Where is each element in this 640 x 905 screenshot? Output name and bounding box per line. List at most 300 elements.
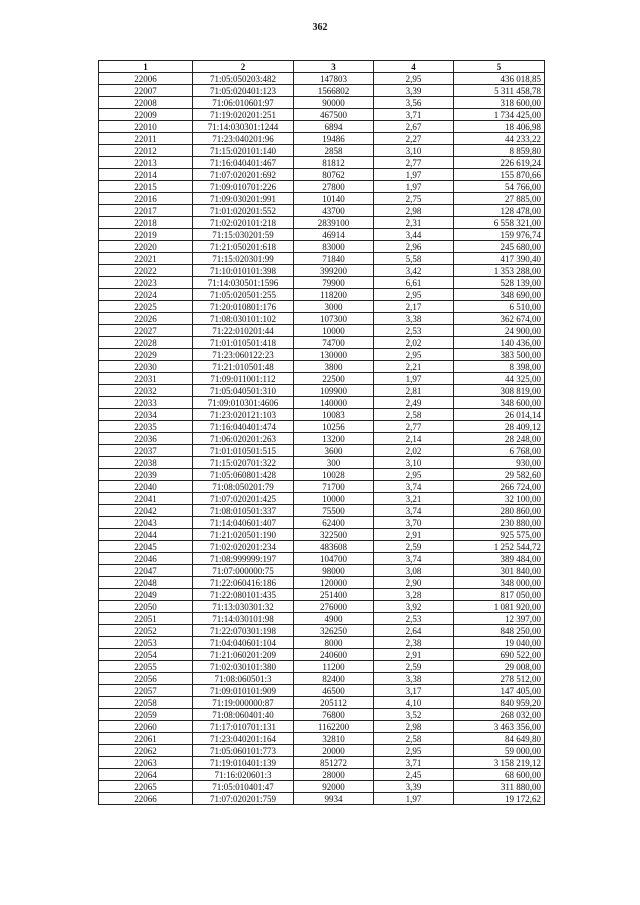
row-number-cell: 22058 xyxy=(99,697,193,709)
cadastral-number-cell: 71:22:060416:186 xyxy=(193,577,294,589)
value-cell: 3 158 219,12 xyxy=(454,757,545,769)
table-row xyxy=(99,649,545,661)
area-cell: 147803 xyxy=(294,73,374,85)
area-cell: 120000 xyxy=(294,577,374,589)
row-number-cell: 22030 xyxy=(99,361,193,373)
cadastral-number-cell: 71:16:040401:467 xyxy=(193,157,294,169)
area-cell: 10028 xyxy=(294,469,374,481)
row-number-cell: 22041 xyxy=(99,493,193,505)
value-cell: 59 000,00 xyxy=(454,745,545,757)
value-cell: 389 484,00 xyxy=(454,553,545,565)
rate-cell: 3,42 xyxy=(374,265,454,277)
rate-cell: 2,59 xyxy=(374,661,454,673)
value-cell: 1 734 425,00 xyxy=(454,109,545,121)
area-cell: 28000 xyxy=(294,769,374,781)
table-row xyxy=(99,73,545,85)
value-cell: 417 390,40 xyxy=(454,253,545,265)
cadastral-number-cell: 71:09:010701:226 xyxy=(193,181,294,193)
area-cell: 46914 xyxy=(294,229,374,241)
row-number-cell: 22038 xyxy=(99,457,193,469)
row-number-cell: 22060 xyxy=(99,721,193,733)
rate-cell: 2,91 xyxy=(374,649,454,661)
rate-cell: 1,97 xyxy=(374,793,454,805)
rate-cell: 3,52 xyxy=(374,709,454,721)
rate-cell: 2,59 xyxy=(374,541,454,553)
table-row xyxy=(99,613,545,625)
rate-cell: 3,38 xyxy=(374,313,454,325)
area-cell: 3800 xyxy=(294,361,374,373)
row-number-cell: 22048 xyxy=(99,577,193,589)
rate-cell: 3,70 xyxy=(374,517,454,529)
row-number-cell: 22061 xyxy=(99,733,193,745)
rate-cell: 2,95 xyxy=(374,289,454,301)
cadastral-number-cell: 71:21:010501:48 xyxy=(193,361,294,373)
rate-cell: 3,10 xyxy=(374,457,454,469)
area-cell: 118200 xyxy=(294,289,374,301)
row-number-cell: 22063 xyxy=(99,757,193,769)
area-cell: 276000 xyxy=(294,601,374,613)
table-row xyxy=(99,637,545,649)
table-row xyxy=(99,385,545,397)
table-header-row xyxy=(99,61,545,73)
area-cell: 251400 xyxy=(294,589,374,601)
table-row xyxy=(99,733,545,745)
value-cell: 19 172,62 xyxy=(454,793,545,805)
row-number-cell: 22028 xyxy=(99,337,193,349)
rate-cell: 2,53 xyxy=(374,325,454,337)
cadastral-number-cell: 71:08:030101:102 xyxy=(193,313,294,325)
table-row xyxy=(99,673,545,685)
value-cell: 383 500,00 xyxy=(454,349,545,361)
table-row xyxy=(99,625,545,637)
area-cell: 9934 xyxy=(294,793,374,805)
row-number-cell: 22006 xyxy=(99,73,193,85)
cadastral-number-cell: 71:06:020201:263 xyxy=(193,433,294,445)
rate-cell: 3,08 xyxy=(374,565,454,577)
rate-cell: 2,95 xyxy=(374,73,454,85)
area-cell: 467500 xyxy=(294,109,374,121)
area-cell: 10256 xyxy=(294,421,374,433)
row-number-cell: 22031 xyxy=(99,373,193,385)
value-cell: 528 139,00 xyxy=(454,277,545,289)
table-row xyxy=(99,505,545,517)
cadastral-number-cell: 71:14:030301:1244 xyxy=(193,121,294,133)
row-number-cell: 22057 xyxy=(99,685,193,697)
cadastral-number-cell: 71:22:080101:435 xyxy=(193,589,294,601)
row-number-cell: 22007 xyxy=(99,85,193,97)
table-row xyxy=(99,529,545,541)
table-row xyxy=(99,193,545,205)
table-row xyxy=(99,265,545,277)
row-number-cell: 22034 xyxy=(99,409,193,421)
table-row xyxy=(99,301,545,313)
cadastral-number-cell: 71:16:040401:474 xyxy=(193,421,294,433)
row-number-cell: 22055 xyxy=(99,661,193,673)
row-number-cell: 22046 xyxy=(99,553,193,565)
cadastral-number-cell: 71:15:020701:322 xyxy=(193,457,294,469)
value-cell: 436 018,85 xyxy=(454,73,545,85)
area-cell: 4900 xyxy=(294,613,374,625)
value-cell: 24 900,00 xyxy=(454,325,545,337)
data-table xyxy=(98,60,545,805)
row-number-cell: 22062 xyxy=(99,745,193,757)
rate-cell: 1,97 xyxy=(374,373,454,385)
rate-cell: 3,39 xyxy=(374,85,454,97)
rate-cell: 2,53 xyxy=(374,613,454,625)
area-cell: 19486 xyxy=(294,133,374,145)
rate-cell: 3,10 xyxy=(374,145,454,157)
value-cell: 1 081 920,00 xyxy=(454,601,545,613)
area-cell: 90000 xyxy=(294,97,374,109)
rate-cell: 2,77 xyxy=(374,421,454,433)
table-row xyxy=(99,241,545,253)
cadastral-number-cell: 71:07:020201:425 xyxy=(193,493,294,505)
area-cell: 10083 xyxy=(294,409,374,421)
cadastral-number-cell: 71:21:060201:209 xyxy=(193,649,294,661)
row-number-cell: 22015 xyxy=(99,181,193,193)
column-header-2: 2 xyxy=(193,61,294,73)
table-row xyxy=(99,709,545,721)
table-row xyxy=(99,397,545,409)
cadastral-number-cell: 71:08:060501:3 xyxy=(193,673,294,685)
table-row xyxy=(99,181,545,193)
rate-cell: 2,21 xyxy=(374,361,454,373)
row-number-cell: 22017 xyxy=(99,205,193,217)
area-cell: 74700 xyxy=(294,337,374,349)
row-number-cell: 22008 xyxy=(99,97,193,109)
page-number: 362 xyxy=(312,22,328,33)
area-cell: 71700 xyxy=(294,481,374,493)
value-cell: 848 250,00 xyxy=(454,625,545,637)
table-row xyxy=(99,349,545,361)
value-cell: 155 870,66 xyxy=(454,169,545,181)
row-number-cell: 22043 xyxy=(99,517,193,529)
table-body xyxy=(99,73,545,805)
value-cell: 301 840,00 xyxy=(454,565,545,577)
row-number-cell: 22053 xyxy=(99,637,193,649)
value-cell: 925 575,00 xyxy=(454,529,545,541)
area-cell: 10140 xyxy=(294,193,374,205)
cadastral-number-cell: 71:02:020101:218 xyxy=(193,217,294,229)
area-cell: 322500 xyxy=(294,529,374,541)
table-row xyxy=(99,421,545,433)
cadastral-number-cell: 71:17:010701:131 xyxy=(193,721,294,733)
value-cell: 840 959,20 xyxy=(454,697,545,709)
column-header-5: 5 xyxy=(454,61,545,73)
area-cell: 851272 xyxy=(294,757,374,769)
area-cell: 71840 xyxy=(294,253,374,265)
table-row xyxy=(99,121,545,133)
cadastral-number-cell: 71:05:020501:255 xyxy=(193,289,294,301)
value-cell: 8 859,80 xyxy=(454,145,545,157)
value-cell: 27 885,00 xyxy=(454,193,545,205)
rate-cell: 2,98 xyxy=(374,721,454,733)
rate-cell: 2,90 xyxy=(374,577,454,589)
rate-cell: 3,17 xyxy=(374,685,454,697)
area-cell: 11200 xyxy=(294,661,374,673)
table-row xyxy=(99,445,545,457)
value-cell: 28 409,12 xyxy=(454,421,545,433)
area-cell: 109900 xyxy=(294,385,374,397)
table-row xyxy=(99,565,545,577)
value-cell: 32 100,00 xyxy=(454,493,545,505)
value-cell: 308 819,00 xyxy=(454,385,545,397)
cadastral-number-cell: 71:15:020101:140 xyxy=(193,145,294,157)
table-row xyxy=(99,229,545,241)
area-cell: 10000 xyxy=(294,325,374,337)
area-cell: 3000 xyxy=(294,301,374,313)
rate-cell: 2,38 xyxy=(374,637,454,649)
cadastral-number-cell: 71:19:010401:139 xyxy=(193,757,294,769)
value-cell: 318 600,00 xyxy=(454,97,545,109)
row-number-cell: 22024 xyxy=(99,289,193,301)
rate-cell: 2,64 xyxy=(374,625,454,637)
row-number-cell: 22059 xyxy=(99,709,193,721)
area-cell: 107300 xyxy=(294,313,374,325)
table-row xyxy=(99,337,545,349)
cadastral-number-cell: 71:09:010101:909 xyxy=(193,685,294,697)
cadastral-number-cell: 71:05:010401:47 xyxy=(193,781,294,793)
row-number-cell: 22042 xyxy=(99,505,193,517)
cadastral-number-cell: 71:08:999999:197 xyxy=(193,553,294,565)
rate-cell: 2,45 xyxy=(374,769,454,781)
table-row xyxy=(99,769,545,781)
value-cell: 6 768,00 xyxy=(454,445,545,457)
table-row xyxy=(99,793,545,805)
value-cell: 12 397,00 xyxy=(454,613,545,625)
cadastral-number-cell: 71:15:030201:59 xyxy=(193,229,294,241)
cadastral-number-cell: 71:09:030201:991 xyxy=(193,193,294,205)
cadastral-number-cell: 71:07:000000:75 xyxy=(193,565,294,577)
area-cell: 2858 xyxy=(294,145,374,157)
cadastral-number-cell: 71:05:050203:482 xyxy=(193,73,294,85)
area-cell: 13200 xyxy=(294,433,374,445)
row-number-cell: 22027 xyxy=(99,325,193,337)
row-number-cell: 22013 xyxy=(99,157,193,169)
area-cell: 32810 xyxy=(294,733,374,745)
table-row xyxy=(99,589,545,601)
row-number-cell: 22047 xyxy=(99,565,193,577)
value-cell: 54 766,00 xyxy=(454,181,545,193)
rate-cell: 2,49 xyxy=(374,397,454,409)
row-number-cell: 22032 xyxy=(99,385,193,397)
value-cell: 84 649,80 xyxy=(454,733,545,745)
value-cell: 245 680,00 xyxy=(454,241,545,253)
row-number-cell: 22009 xyxy=(99,109,193,121)
table-row xyxy=(99,541,545,553)
rate-cell: 2,96 xyxy=(374,241,454,253)
rate-cell: 3,56 xyxy=(374,97,454,109)
area-cell: 300 xyxy=(294,457,374,469)
cadastral-number-cell: 71:07:020201:692 xyxy=(193,169,294,181)
cadastral-number-cell: 71:06:010601:97 xyxy=(193,97,294,109)
table-row xyxy=(99,481,545,493)
value-cell: 280 860,00 xyxy=(454,505,545,517)
area-cell: 483608 xyxy=(294,541,374,553)
value-cell: 311 880,00 xyxy=(454,781,545,793)
table-row xyxy=(99,469,545,481)
cadastral-number-cell: 71:08:050201:79 xyxy=(193,481,294,493)
cadastral-number-cell: 71:23:020121:103 xyxy=(193,409,294,421)
row-number-cell: 22010 xyxy=(99,121,193,133)
area-cell: 326250 xyxy=(294,625,374,637)
value-cell: 28 248,00 xyxy=(454,433,545,445)
area-cell: 27800 xyxy=(294,181,374,193)
area-cell: 104700 xyxy=(294,553,374,565)
area-cell: 43700 xyxy=(294,205,374,217)
row-number-cell: 22050 xyxy=(99,601,193,613)
row-number-cell: 22016 xyxy=(99,193,193,205)
area-cell: 79900 xyxy=(294,277,374,289)
rate-cell: 3,74 xyxy=(374,505,454,517)
area-cell: 8000 xyxy=(294,637,374,649)
cadastral-number-cell: 71:05:020401:123 xyxy=(193,85,294,97)
row-number-cell: 22020 xyxy=(99,241,193,253)
table-row xyxy=(99,205,545,217)
area-cell: 92000 xyxy=(294,781,374,793)
area-cell: 75500 xyxy=(294,505,374,517)
table-row xyxy=(99,169,545,181)
area-cell: 22500 xyxy=(294,373,374,385)
area-cell: 82400 xyxy=(294,673,374,685)
row-number-cell: 22014 xyxy=(99,169,193,181)
cadastral-number-cell: 71:20:010801:176 xyxy=(193,301,294,313)
value-cell: 230 880,00 xyxy=(454,517,545,529)
value-cell: 348 690,00 xyxy=(454,289,545,301)
table-row xyxy=(99,517,545,529)
cadastral-number-cell: 71:01:010501:515 xyxy=(193,445,294,457)
rate-cell: 3,44 xyxy=(374,229,454,241)
row-number-cell: 22021 xyxy=(99,253,193,265)
cadastral-number-cell: 71:05:060101:773 xyxy=(193,745,294,757)
value-cell: 1 353 288,00 xyxy=(454,265,545,277)
column-header-1: 1 xyxy=(99,61,193,73)
rate-cell: 2,27 xyxy=(374,133,454,145)
cadastral-number-cell: 71:23:040201:96 xyxy=(193,133,294,145)
rate-cell: 4,10 xyxy=(374,697,454,709)
value-cell: 140 436,00 xyxy=(454,337,545,349)
rate-cell: 3,21 xyxy=(374,493,454,505)
table-row xyxy=(99,781,545,793)
cadastral-number-cell: 71:21:050201:618 xyxy=(193,241,294,253)
value-cell: 348 600,00 xyxy=(454,397,545,409)
row-number-cell: 22022 xyxy=(99,265,193,277)
table-row xyxy=(99,757,545,769)
row-number-cell: 22066 xyxy=(99,793,193,805)
area-cell: 62400 xyxy=(294,517,374,529)
table-row xyxy=(99,457,545,469)
row-number-cell: 22018 xyxy=(99,217,193,229)
cadastral-number-cell: 71:02:030101:380 xyxy=(193,661,294,673)
cadastral-number-cell: 71:14:040601:407 xyxy=(193,517,294,529)
area-cell: 98000 xyxy=(294,565,374,577)
table-row xyxy=(99,577,545,589)
value-cell: 6 558 321,00 xyxy=(454,217,545,229)
area-cell: 6894 xyxy=(294,121,374,133)
row-number-cell: 22044 xyxy=(99,529,193,541)
row-number-cell: 22052 xyxy=(99,625,193,637)
row-number-cell: 22012 xyxy=(99,145,193,157)
table-row xyxy=(99,253,545,265)
row-number-cell: 22054 xyxy=(99,649,193,661)
value-cell: 348 000,00 xyxy=(454,577,545,589)
cadastral-number-cell: 71:13:030301:32 xyxy=(193,601,294,613)
cadastral-number-cell: 71:21:020501:190 xyxy=(193,529,294,541)
cadastral-number-cell: 71:22:070301:198 xyxy=(193,625,294,637)
row-number-cell: 22025 xyxy=(99,301,193,313)
area-cell: 46500 xyxy=(294,685,374,697)
row-number-cell: 22037 xyxy=(99,445,193,457)
table-row xyxy=(99,433,545,445)
rate-cell: 3,71 xyxy=(374,757,454,769)
rate-cell: 1,97 xyxy=(374,169,454,181)
cadastral-number-cell: 71:08:010501:337 xyxy=(193,505,294,517)
value-cell: 44 325,00 xyxy=(454,373,545,385)
cadastral-number-cell: 71:22:010201:44 xyxy=(193,325,294,337)
row-number-cell: 22011 xyxy=(99,133,193,145)
cadastral-number-cell: 71:08:060401:40 xyxy=(193,709,294,721)
cadastral-number-cell: 71:14:030101:98 xyxy=(193,613,294,625)
cadastral-number-cell: 71:09:010301:4606 xyxy=(193,397,294,409)
table-row xyxy=(99,409,545,421)
rate-cell: 2,81 xyxy=(374,385,454,397)
rate-cell: 3,71 xyxy=(374,109,454,121)
column-header-4: 4 xyxy=(374,61,454,73)
rate-cell: 2,95 xyxy=(374,349,454,361)
cadastral-number-cell: 71:19:000000:87 xyxy=(193,697,294,709)
area-cell: 3600 xyxy=(294,445,374,457)
value-cell: 26 014,14 xyxy=(454,409,545,421)
rate-cell: 3,38 xyxy=(374,673,454,685)
rate-cell: 2,67 xyxy=(374,121,454,133)
value-cell: 29 582,60 xyxy=(454,469,545,481)
rate-cell: 2,75 xyxy=(374,193,454,205)
row-number-cell: 22049 xyxy=(99,589,193,601)
cadastral-number-cell: 71:01:010501:418 xyxy=(193,337,294,349)
column-header-3: 3 xyxy=(294,61,374,73)
table-row xyxy=(99,157,545,169)
table-row xyxy=(99,133,545,145)
table-row xyxy=(99,721,545,733)
row-number-cell: 22036 xyxy=(99,433,193,445)
area-cell: 2839100 xyxy=(294,217,374,229)
rate-cell: 2,91 xyxy=(374,529,454,541)
value-cell: 266 724,00 xyxy=(454,481,545,493)
rate-cell: 2,02 xyxy=(374,445,454,457)
value-cell: 226 619,24 xyxy=(454,157,545,169)
area-cell: 140000 xyxy=(294,397,374,409)
row-number-cell: 22035 xyxy=(99,421,193,433)
cadastral-number-cell: 71:10:010101:398 xyxy=(193,265,294,277)
value-cell: 147 405,00 xyxy=(454,685,545,697)
cadastral-number-cell: 71:09:011001:112 xyxy=(193,373,294,385)
area-cell: 1566802 xyxy=(294,85,374,97)
table-row xyxy=(99,109,545,121)
table-row xyxy=(99,217,545,229)
area-cell: 205112 xyxy=(294,697,374,709)
area-cell: 240600 xyxy=(294,649,374,661)
cadastral-number-cell: 71:15:020301:99 xyxy=(193,253,294,265)
table-row xyxy=(99,601,545,613)
row-number-cell: 22051 xyxy=(99,613,193,625)
rate-cell: 2,02 xyxy=(374,337,454,349)
rate-cell: 2,31 xyxy=(374,217,454,229)
area-cell: 76800 xyxy=(294,709,374,721)
table-row xyxy=(99,277,545,289)
area-cell: 80762 xyxy=(294,169,374,181)
value-cell: 159 976,74 xyxy=(454,229,545,241)
rate-cell: 2,58 xyxy=(374,733,454,745)
